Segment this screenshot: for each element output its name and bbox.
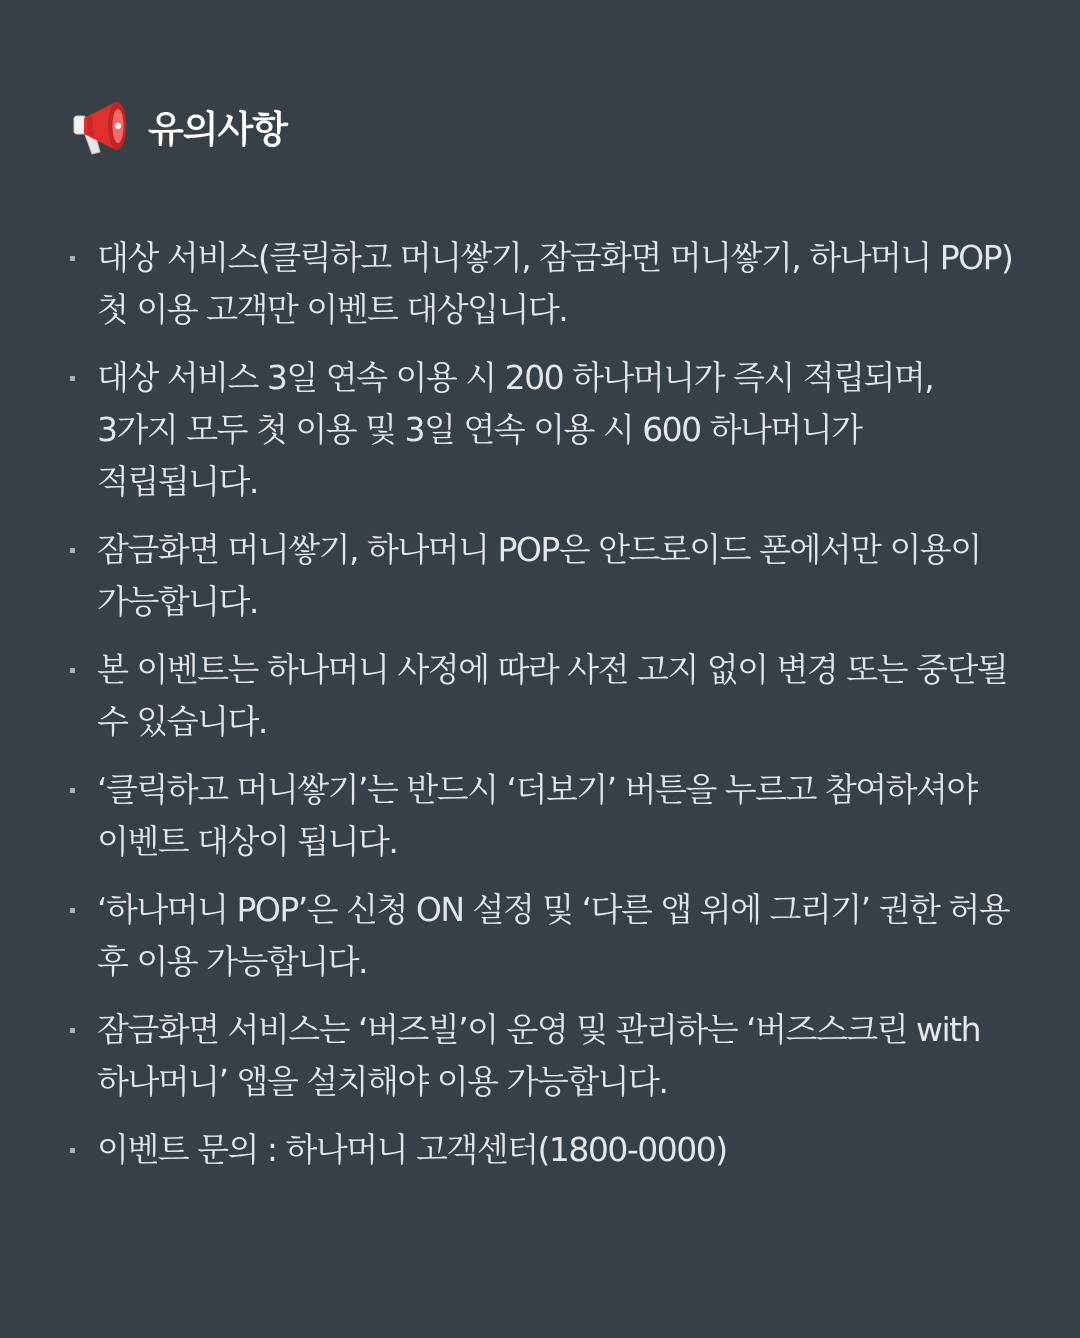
bullet-icon — [70, 1148, 75, 1153]
megaphone-icon — [70, 94, 134, 158]
notice-text: 대상 서비스(클릭하고 머니쌓기, 잠금화면 머니쌓기, 하나머니 POP) 첫 이용 고객만 이벤트 대상입니다. — [97, 238, 1013, 329]
bullet-icon — [70, 256, 75, 261]
notice-item — [70, 352, 1015, 508]
notice-item — [70, 884, 1015, 988]
notice-text: ‘하나머니 POP’은 신청 ON 설정 및 ‘다른 앱 위에 그리기’ 권한 허용 후 이용 가능합니다. — [97, 890, 1010, 981]
notice-header — [70, 92, 1010, 160]
notice-item — [70, 1004, 1015, 1108]
notice-text: 본 이벤트는 하나머니 사정에 따라 사전 고지 없이 변경 또는 중단될 수 있습니다. — [97, 650, 1008, 741]
bullet-icon — [70, 908, 75, 913]
notice-item — [70, 1124, 1015, 1176]
notice-text: 잠금화면 머니쌓기, 하나머니 POP은 안드로이드 폰에서만 이용이 가능합니다. — [97, 530, 981, 621]
notice-text: 이벤트 문의 : 하나머니 고객센터(1800-0000) — [97, 1130, 727, 1169]
bullet-icon — [70, 668, 75, 673]
notice-item — [70, 524, 1015, 628]
notice-item — [70, 644, 1015, 748]
bullet-icon — [70, 1028, 75, 1033]
bullet-icon — [70, 788, 75, 793]
notice-text: 잠금화면 서비스는 ‘버즈빌’이 운영 및 관리하는 ‘버즈스크린 with 하나머니’ 앱을 설치해야 이용 가능합니다. — [97, 1010, 980, 1101]
bullet-icon — [70, 376, 75, 381]
notice-title: 유의사항 — [148, 108, 287, 151]
notice-text: 대상 서비스 3일 연속 이용 시 200 하나머니가 즉시 적립되며, 3가지 모두 첫 이용 및 3일 연속 이용 시 600 하나머니가 적립됩니다. — [97, 358, 934, 501]
notice-text: ‘클릭하고 머니쌓기’는 반드시 ‘더보기’ 버튼을 누르고 참여하셔야 이벤트 대상이 됩니다. — [97, 770, 977, 861]
notice-item — [70, 232, 1015, 336]
bullet-icon — [70, 548, 75, 553]
notice-list — [70, 232, 1013, 1176]
notice-item — [70, 764, 1015, 868]
